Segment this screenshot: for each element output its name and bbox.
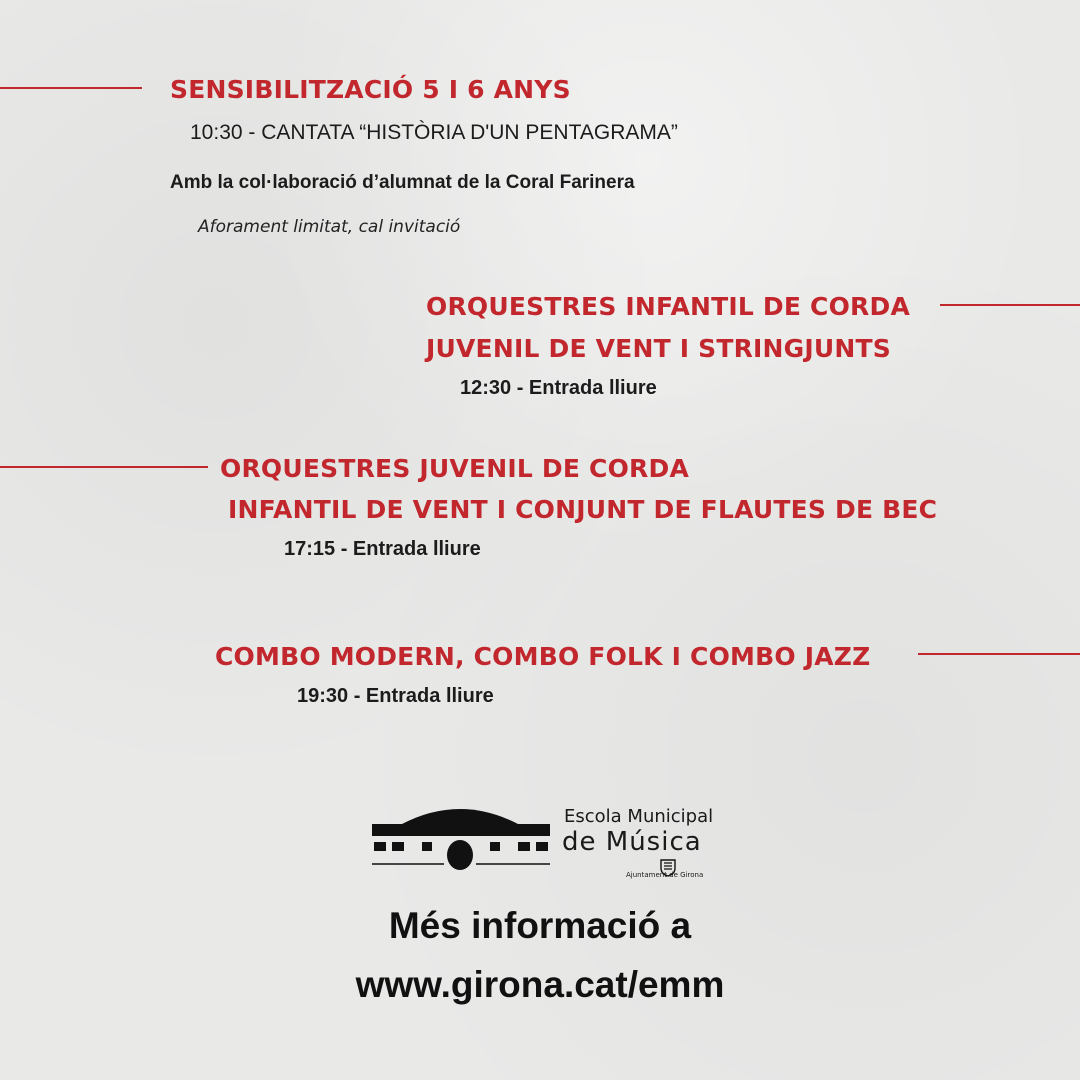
section-3-title-line2: INFANTIL DE VENT I CONJUNT DE FLAUTES DE BEC: [228, 495, 938, 524]
section-3-rule: [0, 466, 208, 468]
logo-line2: de Música: [562, 827, 702, 857]
section-3-detail: 17:15 - Entrada lliure: [284, 538, 481, 560]
section-2-rule: [940, 304, 1080, 306]
section-3-title-line1: ORQUESTRES JUVENIL DE CORDA: [220, 454, 689, 483]
section-1-title: SENSIBILITZACIÓ 5 I 6 ANYS: [170, 75, 571, 104]
section-1-note: Aforament limitat, cal invitació: [198, 217, 461, 237]
logo-sub: Ajuntament de Girona: [626, 871, 704, 879]
section-1-detail: 10:30 - CANTATA “HISTÒRIA D'UN PENTAGRAMA”: [190, 121, 678, 144]
school-logo: [372, 800, 722, 885]
section-4-rule: [918, 653, 1080, 655]
section-2-title-line2: JUVENIL DE VENT I STRINGJUNTS: [426, 334, 891, 363]
building-logo-icon: [372, 800, 550, 872]
section-4-detail: 19:30 - Entrada lliure: [297, 685, 494, 707]
footer-url[interactable]: www.girona.cat/emm: [355, 964, 725, 1005]
section-1-rule: [0, 87, 142, 89]
footer-line1: Més informació a: [388, 905, 692, 946]
logo-line1: Escola Municipal: [564, 806, 714, 827]
section-1-collab: Amb la col·laboració d’alumnat de la Coral Farinera: [170, 172, 635, 193]
section-2-title-line1: ORQUESTRES INFANTIL DE CORDA: [426, 292, 911, 321]
section-2-detail: 12:30 - Entrada lliure: [460, 377, 657, 399]
section-4-title: COMBO MODERN, COMBO FOLK I COMBO JAZZ: [215, 642, 871, 671]
